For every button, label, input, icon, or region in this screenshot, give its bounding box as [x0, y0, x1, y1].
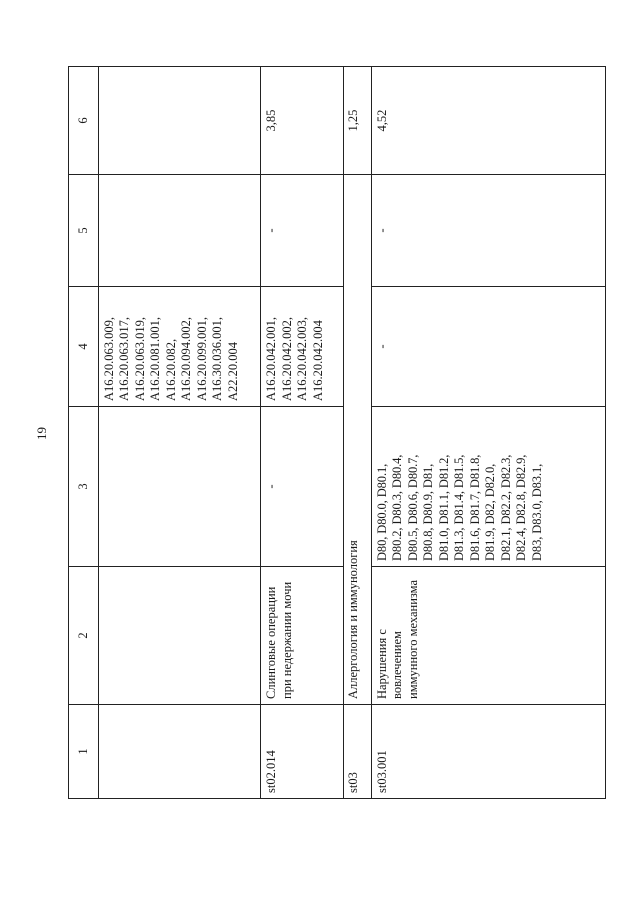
name-cell: Слинговые операции при недержании мочи [261, 567, 344, 705]
service-code: A16.20.042.002, [279, 316, 294, 401]
mkb-cell: - [261, 407, 344, 567]
table-row [98, 67, 261, 799]
section-row [344, 67, 372, 799]
service-code: A16.20.042.001, [264, 316, 279, 401]
service-code: A16.20.081.001, [148, 316, 163, 401]
page-number: 19 [34, 427, 49, 440]
services-cell [261, 287, 344, 407]
mkb-code-line: D80, D80.0, D80.1, [374, 463, 389, 561]
header-cell-5: 5 [69, 175, 99, 287]
name-cell: Нарушения с вовлечением иммунного механизма [371, 567, 605, 705]
col5-cell [98, 175, 261, 287]
mkb-code-line: D81.6, D81.7, D81.8, [467, 454, 482, 561]
service-code: A16.20.063.017, [117, 316, 132, 401]
services-cell: - [371, 287, 605, 407]
rotated-table-container [68, 67, 606, 799]
mkb-code-line: D83, D83.0, D83.1, [529, 463, 544, 561]
code-cell: st03.001 [371, 705, 605, 799]
table-row [371, 67, 605, 799]
service-code: A16.20.082, [163, 338, 178, 401]
service-code: A16.20.063.009, [101, 316, 116, 401]
header-row [69, 67, 99, 799]
mkb-cell [371, 407, 605, 567]
coefficient-cell: 4,52 [371, 67, 605, 175]
service-code: A22.20.004 [225, 341, 240, 401]
service-code: A16.30.036.001, [210, 316, 225, 401]
header-cell-2: 2 [69, 567, 99, 705]
col5-cell: - [371, 175, 605, 287]
name-cell [98, 567, 261, 705]
code-cell [98, 705, 261, 799]
service-code: A16.20.063.019, [132, 316, 147, 401]
mkb-code-line: D82.1, D82.2, D82.3, [498, 454, 513, 561]
mkb-code-line: D81.3, D81.4, D81.5, [452, 454, 467, 561]
header-cell-3: 3 [69, 407, 99, 567]
header-cell-4: 4 [69, 287, 99, 407]
mkb-cell [98, 407, 261, 567]
col5-cell: - [261, 175, 344, 287]
header-cell-1: 1 [69, 705, 99, 799]
mkb-code-line: D80.5, D80.6, D80.7, [405, 454, 420, 561]
tariff-table [68, 66, 606, 799]
service-code: A16.20.099.001, [194, 316, 209, 401]
header-cell-6: 6 [69, 67, 99, 175]
coefficient-cell: 1,25 [344, 67, 372, 175]
mkb-code-line: D82.4, D82.8, D82.9, [514, 454, 529, 561]
mkb-code-line: D80.8, D80.9, D81, [421, 463, 436, 561]
section-name-cell: Аллергология и иммунология [344, 175, 372, 705]
code-cell: st02.014 [261, 705, 344, 799]
table-row [261, 67, 344, 799]
mkb-code-line: D81.9, D82, D82.0, [483, 463, 498, 561]
service-code: A16.20.042.003, [295, 316, 310, 401]
coefficient-cell [98, 67, 261, 175]
coefficient-cell: 3,85 [261, 67, 344, 175]
mkb-code-line: D80.2, D80.3, D80.4, [390, 454, 405, 561]
services-cell [98, 287, 261, 407]
mkb-code-line: D81.0, D81.1, D81.2, [436, 454, 451, 561]
section-code-cell: st03 [344, 705, 372, 799]
service-code: A16.20.094.002, [179, 316, 194, 401]
service-code: A16.20.042.004 [310, 320, 325, 401]
